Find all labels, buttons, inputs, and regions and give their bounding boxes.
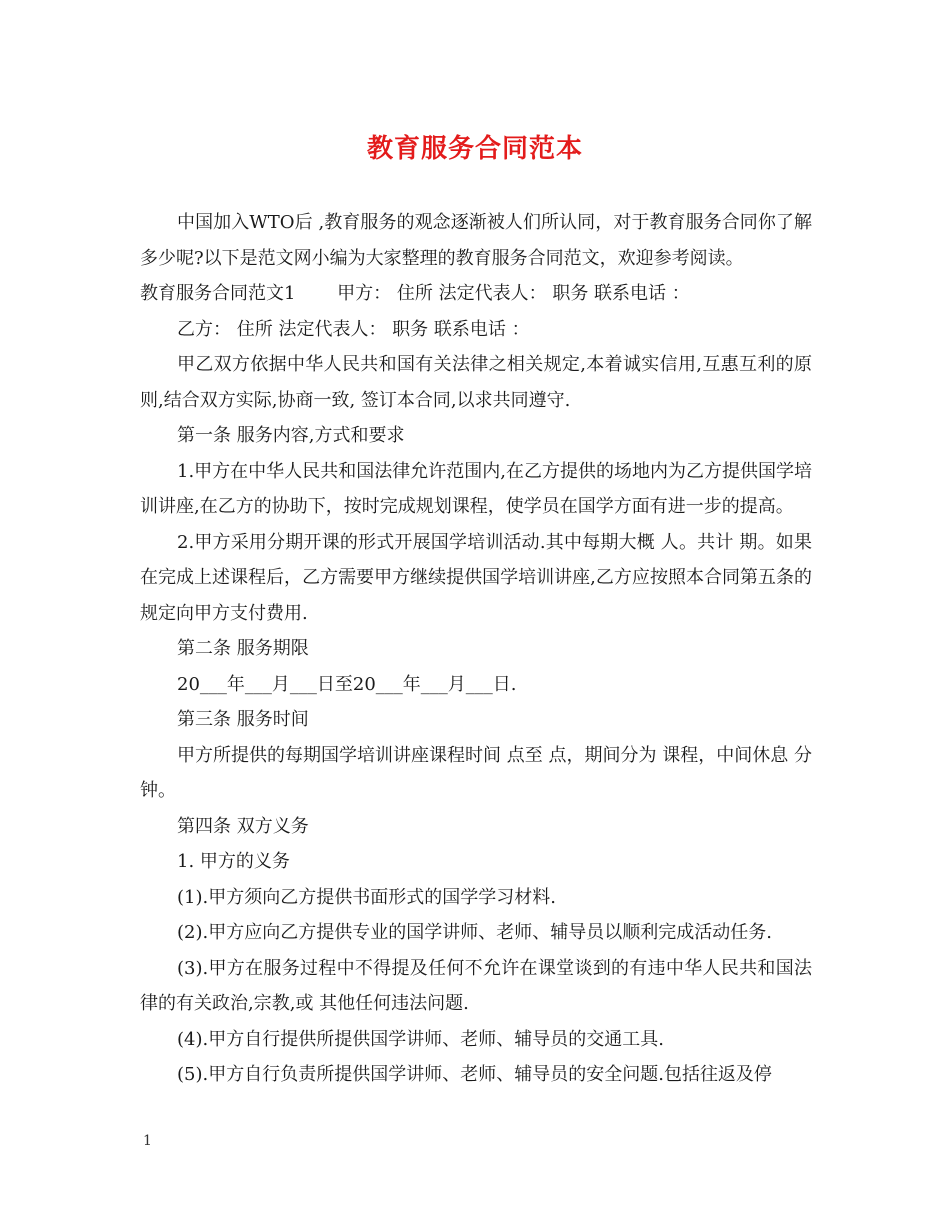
page-number: 1 <box>143 1133 152 1149</box>
paragraph: 甲乙双方依据中华人民共和国有关法律之相关规定,本着诚实信用,互惠互利的原则,结合双方实际,协商一致, 签订本合同,以求共同遵守. <box>140 354 812 411</box>
paragraph: 甲方所提供的每期国学培训讲座课程时间 点至 点，期间分为 课程，中间休息 分钟。 <box>140 744 812 801</box>
paragraph: (1).甲方须向乙方提供书面形式的国学学习材料. <box>177 886 556 908</box>
paragraph: 1.甲方在中华人民共和国法律允许范围内,在乙方提供的场地内为乙方提供国学培训讲座,在乙方的协助下，按时完成规划课程，使学员在国学方面有进一步的提高。 <box>140 460 812 517</box>
paragraph: (2).甲方应向乙方提供专业的国学讲师、老师、辅导员以顺利完成活动任务. <box>177 922 772 943</box>
paragraph: 第一条 服务内容,方式和要求 <box>177 425 405 446</box>
paragraph: 教育服务合同范文1 甲方： 住所 法定代表人： 职务 联系电话 ： <box>140 283 690 304</box>
paragraph: (5).甲方自行负责所提供国学讲师、老师、辅导员的安全问题.包括往返及停 <box>177 1064 772 1085</box>
paragraph: 2.甲方采用分期开课的形式开展国学培训活动.其中每期大概 人。共计 期。如果在完成上述课程后，乙方需要甲方继续提供国学培训讲座,乙方应按照本合同第五条的规定向甲方支付费用. <box>140 531 812 624</box>
paragraph: 第三条 服务时间 <box>177 709 309 730</box>
paragraph: (3).甲方在服务过程中不得提及任何不允许在课堂谈到的有违中华人民共和国法律的有关政治,宗教,或 其他任何违法问题. <box>140 957 812 1014</box>
document-body <box>140 205 812 1093</box>
paragraph: 1. 甲方的义务 <box>177 851 290 872</box>
document-title: 教育服务合同范本 <box>366 134 583 164</box>
paragraph: 第二条 服务期限 <box>177 638 309 659</box>
paragraph: 乙方： 住所 法定代表人： 职务 联系电话 ： <box>177 318 530 340</box>
paragraph: (4).甲方自行提供所提供国学讲师、老师、辅导员的交通工具. <box>177 1028 664 1050</box>
paragraph: 20___年___月___日至20___年___月___日. <box>177 673 517 695</box>
paragraph: 中国加入WTO后 ,教育服务的观念逐渐被人们所认同，对于教育服务合同你了解多少呢?以下是范文网小编为大家整理的教育服务合同范文，欢迎参考阅读。 <box>140 212 812 269</box>
paragraph: 第四条 双方义务 <box>177 815 309 837</box>
